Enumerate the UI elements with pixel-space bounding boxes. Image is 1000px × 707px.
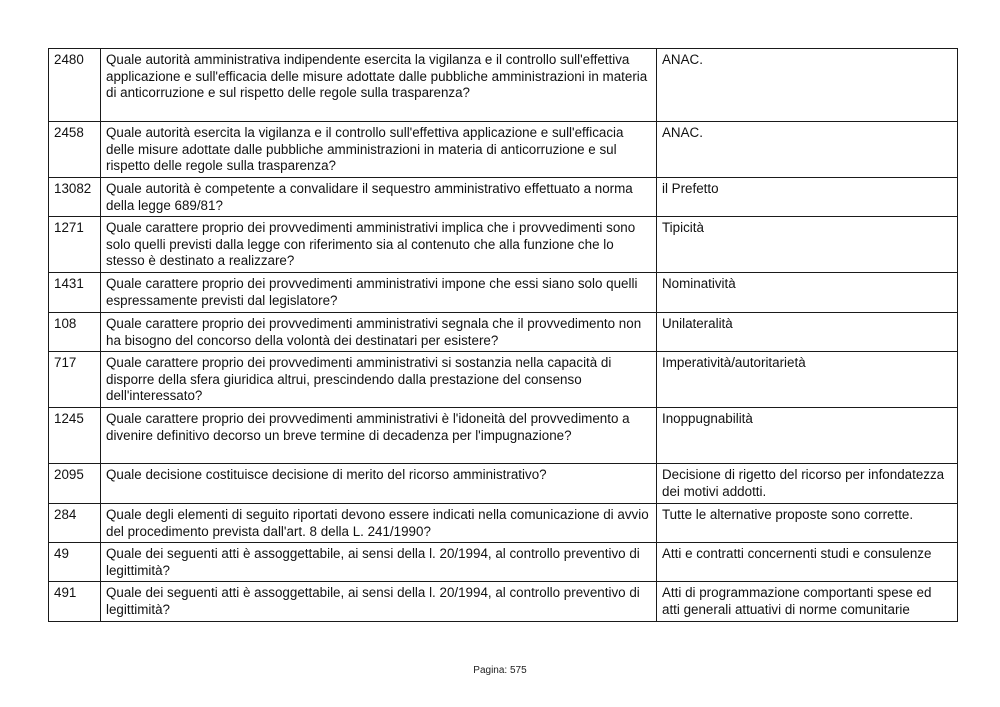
table-row	[49, 582, 958, 622]
question-text: Quale carattere proprio dei provvedimenti amministrativi è l'idoneità del provvedimento a divenire definitivo decorso un breve termine di decadenza per l'impugnazione?	[101, 408, 657, 464]
page-number: Pagina: 575	[473, 665, 527, 676]
question-text: Quale dei seguenti atti è assoggettabile, ai sensi della l. 20/1994, al controllo preventivo di legittimità?	[101, 543, 657, 582]
question-id: 13082	[49, 178, 101, 217]
question-text: Quale decisione costituisce decisione di merito del ricorso amministrativo?	[101, 464, 657, 504]
question-id: 491	[49, 582, 101, 622]
answer-text: il Prefetto	[657, 178, 958, 217]
answer-text: ANAC.	[657, 49, 958, 122]
answer-text: Unilateralità	[657, 313, 958, 352]
table-row	[49, 408, 958, 464]
table-row	[49, 504, 958, 543]
question-text: Quale dei seguenti atti è assoggettabile, ai sensi della l. 20/1994, al controllo preventivo di legittimità?	[101, 582, 657, 622]
table-row	[49, 122, 958, 178]
answer-text: Inoppugnabilità	[657, 408, 958, 464]
question-text: Quale autorità è competente a convalidare il sequestro amministrativo effettuato a norma della legge 689/81?	[101, 178, 657, 217]
question-id: 717	[49, 352, 101, 408]
questions-table	[48, 48, 958, 622]
question-text: Quale carattere proprio dei provvedimenti amministrativi impone che essi siano solo quelli espressamente previsti dal legislatore?	[101, 273, 657, 313]
table-row	[49, 49, 958, 122]
answer-text: Decisione di rigetto del ricorso per infondatezza dei motivi addotti.	[657, 464, 958, 504]
question-id: 49	[49, 543, 101, 582]
table-row	[49, 178, 958, 217]
question-id: 2095	[49, 464, 101, 504]
question-text: Quale autorità esercita la vigilanza e il controllo sull'effettiva applicazione e sull'efficacia delle misure adottate dalle pubbliche amministrazioni in materia di anticorruzione e sul rispetto delle regole sulla trasparenza?	[101, 122, 657, 178]
table-row	[49, 543, 958, 582]
question-text: Quale autorità amministrativa indipendente esercita la vigilanza e il controllo sull'effettiva applicazione e sull'efficacia delle misure adottate dalle pubbliche amministrazioni in materia di anticorruzione e sul rispetto delle regole sulla trasparenza?	[101, 49, 657, 122]
question-text: Quale carattere proprio dei provvedimenti amministrativi si sostanzia nella capacità di disporre della sfera giuridica altrui, prescindendo dalla prestazione del consenso dell'interessato?	[101, 352, 657, 408]
answer-text: Tipicità	[657, 217, 958, 273]
table-row	[49, 313, 958, 352]
question-id: 1271	[49, 217, 101, 273]
answer-text: Imperatività/autoritarietà	[657, 352, 958, 408]
table-row	[49, 464, 958, 504]
table-row	[49, 352, 958, 408]
answer-text: Atti di programmazione comportanti spese ed atti generali attuativi di norme comunitarie	[657, 582, 958, 622]
answer-text: ANAC.	[657, 122, 958, 178]
question-id: 2480	[49, 49, 101, 122]
answer-text: Atti e contratti concernenti studi e consulenze	[657, 543, 958, 582]
question-text: Quale degli elementi di seguito riportati devono essere indicati nella comunicazione di avvio del procedimento prevista dall'art. 8 della L. 241/1990?	[101, 504, 657, 543]
question-id: 108	[49, 313, 101, 352]
answer-text: Tutte le alternative proposte sono corrette.	[657, 504, 958, 543]
table-row	[49, 273, 958, 313]
table-row	[49, 217, 958, 273]
question-id: 1431	[49, 273, 101, 313]
answer-text: Nominatività	[657, 273, 958, 313]
question-id: 1245	[49, 408, 101, 464]
question-text: Quale carattere proprio dei provvedimenti amministrativi segnala che il provvedimento non ha bisogno del concorso della volontà dei destinatari per esistere?	[101, 313, 657, 352]
question-id: 2458	[49, 122, 101, 178]
question-text: Quale carattere proprio dei provvedimenti amministrativi implica che i provvedimenti sono solo quelli previsti dalla legge con riferimento sia al contenuto che alla funzione che lo stesso è destinato a realizzare?	[101, 217, 657, 273]
question-id: 284	[49, 504, 101, 543]
